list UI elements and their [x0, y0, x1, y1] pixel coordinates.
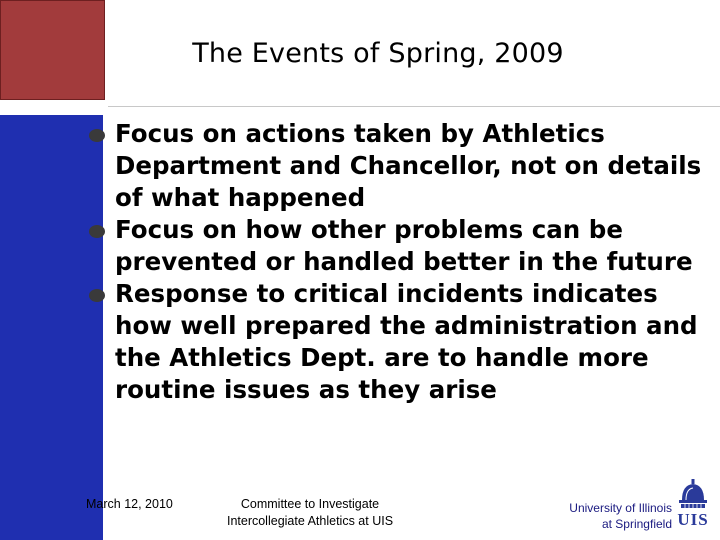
uis-logo-text: UIS [677, 510, 709, 529]
footer-university-line1: University of Illinois [569, 501, 672, 515]
footer-committee [205, 496, 415, 530]
bullet-text: Response to critical incidents indicates how well prepared the administration and the Athletics Dept. are to handle more routine issues as they arise [115, 279, 698, 404]
bullet-dot-icon [89, 225, 105, 238]
title-divider [108, 106, 720, 107]
bullet-item [88, 118, 713, 214]
bullet-list [88, 118, 713, 406]
slide-title: The Events of Spring, 2009 [192, 38, 564, 69]
footer-date: March 12, 2010 [86, 497, 173, 511]
bullet-item [88, 214, 713, 278]
footer-university-line2: at Springfield [601, 517, 672, 531]
bullet-item [88, 278, 713, 406]
footer-committee-line2: Intercollegiate Athletics at UIS [226, 514, 394, 528]
bullet-dot-icon [89, 129, 105, 142]
bullet-text: Focus on how other problems can be prevented or handled better in the future [115, 215, 693, 276]
footer-committee-line1: Committee to Investigate [240, 497, 380, 511]
footer-university [569, 500, 672, 532]
bullet-text: Focus on actions taken by Athletics Department and Chancellor, not on details of what happened [115, 119, 702, 212]
decorative-red-block [0, 0, 105, 100]
bullet-dot-icon [89, 289, 105, 302]
